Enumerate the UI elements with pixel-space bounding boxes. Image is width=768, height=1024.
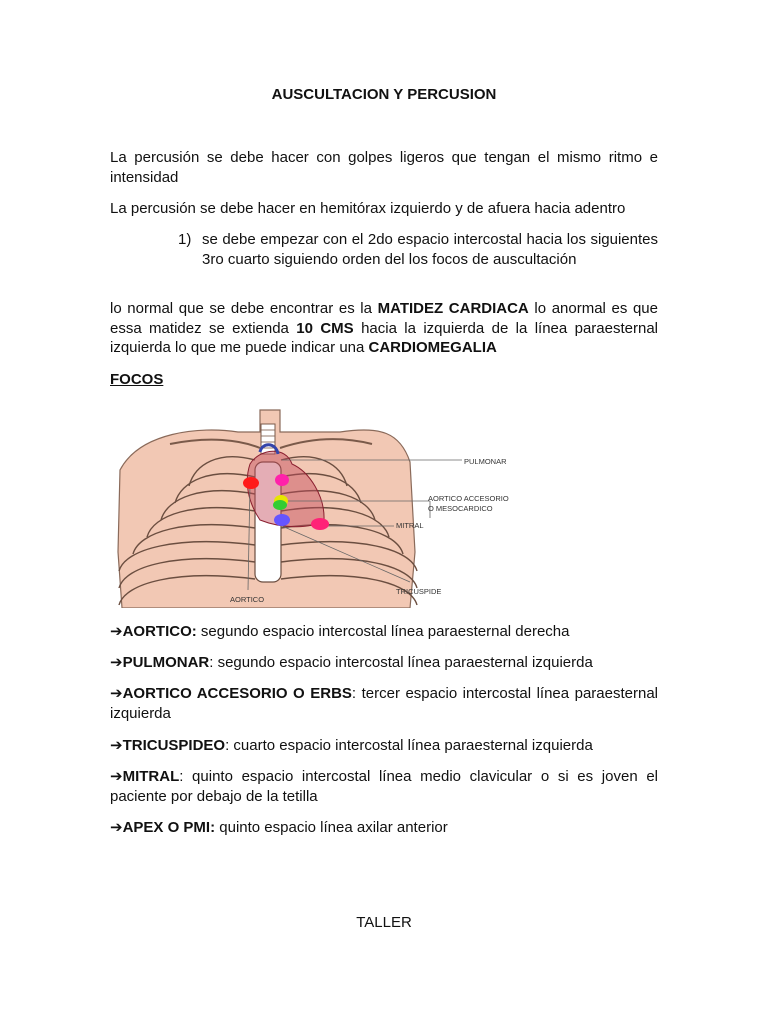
finding-text-3: hacia la izquierda de la línea paraesternal izquierda lo que me puede indicar una [110,319,659,356]
finding-paragraph [110,299,658,358]
focus-tricuspideo [110,736,658,756]
label-mesocardico: O MESOCARDICO [428,504,493,513]
focus-desc: : tercer espacio intercostal línea paraesternal izquierda [110,685,658,722]
pulmonary-focus-dot [275,474,289,486]
intro-paragraph-1: La percusión se debe hacer con golpes ligeros que tengan el mismo ritmo e intensidad [110,149,658,186]
label-tricuspide: TRICUSPIDE [396,587,442,596]
label-aortico: AORTICO [230,595,265,604]
focus-desc: quinto espacio línea axilar anterior [215,819,448,836]
finding-text-2: lo anormal es que essa matidez se extienda [110,300,658,337]
finding-bold-3: CARDIOMEGALIA [368,339,497,356]
focus-name: MITRAL [122,768,180,785]
finding-bold-2: 10 CMS [296,319,354,337]
arrow-icon: ➔ [110,768,123,785]
arrow-icon: ➔ [110,685,123,702]
list-number: 1) [178,231,192,248]
focus-mitral [110,767,658,806]
focus-name: APEX O PMI: [122,819,216,836]
list-item [178,230,658,269]
focus-name: AORTICO: [122,623,197,640]
intro-paragraph-2: La percusión se debe hacer en hemitórax izquierdo y de afuera hacia adentro [110,200,626,217]
focus-apex [110,818,658,838]
label-pulmonar: PULMONAR [464,457,507,466]
finding-text-1: lo normal que se debe encontrar es la [110,300,378,317]
arrow-icon: ➔ [110,819,123,836]
list-text: se debe empezar con el 2do espacio intercostal hacia los siguientes 3ro cuarto siguiendo orden del los focos de auscultación [202,231,658,268]
focus-desc: : cuarto espacio intercostal línea paraesternal izquierda [225,737,593,754]
focus-name: AORTICO ACCESORIO O ERBS [122,685,352,702]
aortic-focus-dot [243,477,259,489]
focus-aortico-accesorio [110,684,658,723]
arrow-icon: ➔ [110,654,123,671]
focus-desc: : segundo espacio intercostal línea paraesternal izquierda [209,654,593,671]
trachea [261,424,275,454]
tricuspid-focus-dot [273,500,287,510]
page-title: AUSCULTACION Y PERCUSION [271,86,497,103]
footer-text: TALLER [356,914,412,931]
label-aortico-accesorio: AORTICO ACCESORIO [428,494,509,503]
focus-desc: segundo espacio intercostal línea paraesternal derecha [196,623,570,640]
finding-bold-1: MATIDEZ CARDIACA [377,300,529,317]
focos-heading: FOCOS [110,371,164,388]
focus-name: TRICUSPIDEO [122,737,226,754]
focus-desc: : quinto espacio intercostal línea medio clavicular o si es joven el paciente por debajo de la tetilla [110,768,658,805]
chest-auscultation-diagram [110,402,526,608]
mitral-focus-dot [274,514,290,526]
arrow-icon: ➔ [110,737,123,754]
arrow-icon: ➔ [110,623,123,640]
apex-focus-dot [311,518,329,530]
focus-aortico [110,622,658,642]
focus-pulmonar [110,653,658,673]
label-mitral: MITRAL [396,521,424,530]
focus-name: PULMONAR [122,654,210,671]
